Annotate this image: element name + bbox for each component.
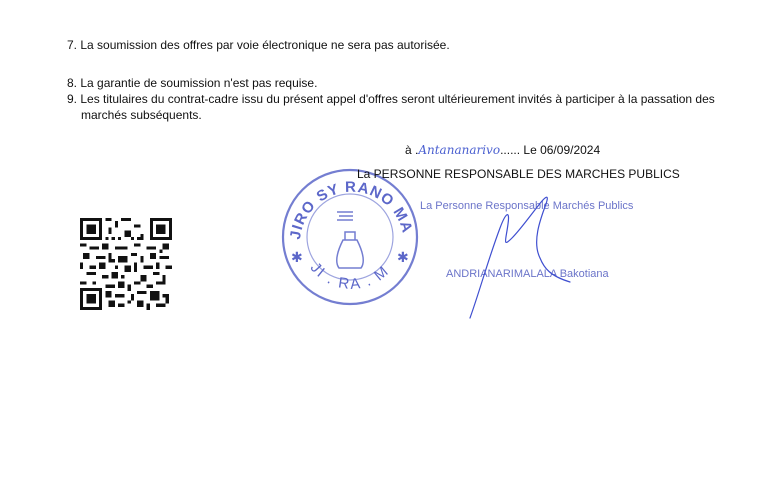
item-9-continuation: marchés subséquents. bbox=[81, 108, 202, 122]
svg-text:✱: ✱ bbox=[291, 249, 303, 265]
stamp-name: ANDRIANARIMALALA Bakotiana bbox=[446, 268, 609, 280]
svg-text:✱: ✱ bbox=[397, 249, 409, 265]
place-date-line bbox=[405, 143, 600, 157]
official-seal bbox=[275, 160, 425, 310]
place-prefix: à . bbox=[405, 143, 419, 157]
item-7: 7. La soumission des offres par voie électronique ne sera pas autorisée. bbox=[67, 38, 450, 52]
seal-bottom-text: JI . RA . M bbox=[306, 259, 393, 294]
place-handwritten: Antananarivo bbox=[418, 143, 501, 157]
signatory-title: La PERSONNE RESPONSABLE DES MARCHES PUBLICS bbox=[357, 167, 680, 181]
item-8: 8. La garantie de soumission n'est pas requise. bbox=[67, 76, 318, 90]
qr-code bbox=[80, 218, 172, 310]
seal-emblem-icon bbox=[337, 212, 364, 268]
item-9: 9. Les titulaires du contrat-cadre issu du présent appel d'offres seront ultérieurement invités à participer à la passation des bbox=[67, 92, 715, 106]
date-text: ...... Le 06/09/2024 bbox=[500, 143, 601, 157]
handwritten-signature bbox=[440, 190, 585, 320]
seal-top-text: JIRO SY RANO MA bbox=[286, 178, 416, 241]
stamp-role: La Personne Responsable Marchés Publics bbox=[420, 200, 634, 212]
